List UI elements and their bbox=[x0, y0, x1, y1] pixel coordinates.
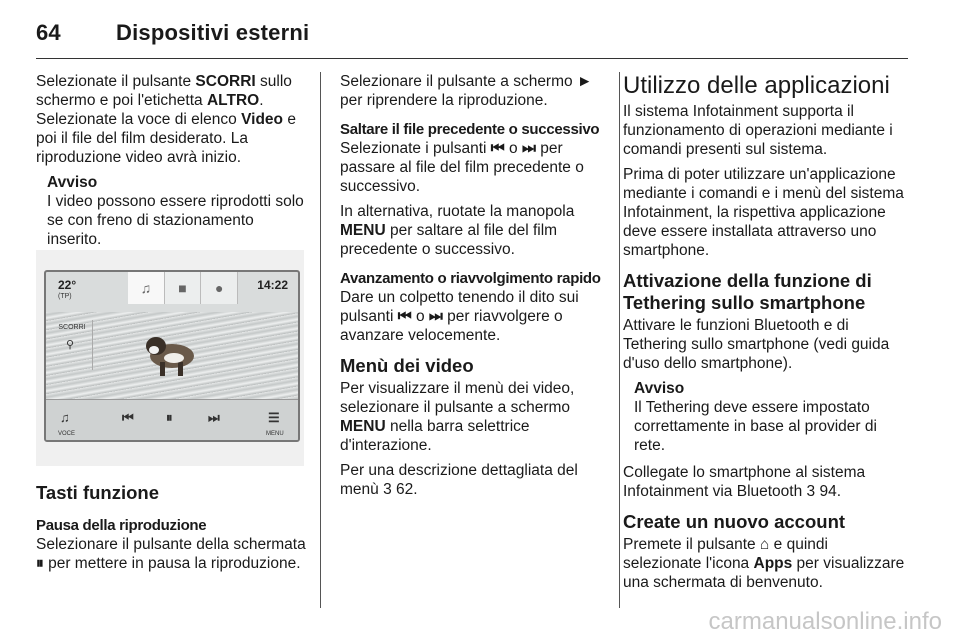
tp-indicator: (TP) bbox=[58, 293, 72, 300]
note-text: I video possono essere riprodotti solo se con freno di stazionamento inserito. bbox=[47, 193, 304, 248]
column-2 bbox=[340, 72, 606, 505]
pause-icon: ⏸ bbox=[36, 555, 44, 572]
scorri-label: SCORRI bbox=[58, 324, 86, 331]
play-icon: ► bbox=[576, 73, 593, 90]
subheading-skip: Saltare il file precedente o successivo bbox=[340, 121, 600, 138]
note-title: Avviso bbox=[634, 380, 685, 397]
prev-icon: ⏮ bbox=[490, 140, 505, 157]
header-rule bbox=[36, 58, 908, 59]
note-text: Il Tethering deve essere impostato correttamente in base al provider di rete. bbox=[634, 399, 877, 454]
source-tabs bbox=[128, 272, 238, 304]
section-title-apps: Utilizzo delle applicazioni bbox=[623, 72, 890, 99]
section-heading-new-account: Create un nuovo account bbox=[623, 511, 846, 532]
reference-icon: 3 bbox=[383, 481, 392, 498]
column-1 bbox=[36, 72, 306, 257]
clock: 14:22 bbox=[257, 278, 288, 292]
paragraph: Selezionate i pulsanti ⏮ o ⏭ per passare al file del film precedente o successivo. bbox=[340, 140, 584, 195]
paragraph: Selezionare il pulsante della schermata ⏸ per mettere in pausa la riproduzione. bbox=[36, 536, 306, 572]
paragraph: Dare un colpetto tenendo il dito sui pulsanti ⏮ o ⏭ per riavvolgere o avanzare velocemente. bbox=[340, 289, 579, 344]
section-heading-function-keys: Tasti funzione bbox=[36, 482, 159, 503]
temperature: 22° bbox=[58, 278, 77, 292]
paragraph: Selezionate il pulsante SCORRI sullo schermo e poi l'etichetta ALTRO. Selezionate la voce di elenco Video e poi il file del film desiderato. La riproduzione video avrà inizio. bbox=[36, 73, 296, 166]
page-title: Dispositivi esterni bbox=[116, 20, 310, 45]
stop-icon[interactable]: ■ bbox=[165, 272, 202, 304]
column-3 bbox=[623, 72, 908, 598]
next-icon: ⏭ bbox=[428, 308, 443, 325]
video-screen bbox=[44, 270, 300, 442]
music-icon[interactable]: ♫ bbox=[128, 272, 165, 304]
page-number: 64 bbox=[36, 20, 61, 45]
control-bar bbox=[46, 399, 298, 440]
subheading-fast-forward: Avanzamento o riavvolgimento rapido bbox=[340, 270, 601, 287]
subheading-pause: Pausa della riproduzione bbox=[36, 517, 207, 534]
note-box bbox=[634, 379, 908, 455]
paragraph: Collegate lo smartphone al sistema Infotainment via Bluetooth 3 94. bbox=[623, 464, 866, 500]
column-1-bottom bbox=[36, 516, 306, 573]
next-icon: ⏭ bbox=[521, 140, 536, 157]
section-heading-video-menu: Menù dei video bbox=[340, 355, 474, 376]
watermark: carmanualsonline.info bbox=[708, 608, 942, 635]
paragraph: Per una descrizione dettagliata del menù 3 62. bbox=[340, 462, 578, 498]
infotainment-screen-figure bbox=[36, 250, 304, 466]
column-divider bbox=[619, 72, 620, 608]
prev-icon: ⏮ bbox=[397, 308, 412, 325]
paragraph: Selezionare il pulsante a schermo ► per riprendere la riproduzione. bbox=[340, 73, 593, 109]
paragraph: Attivare le funzioni Bluetooth e di Tethering sullo smartphone (vedi guida d'uso dello smartphone). bbox=[623, 317, 890, 372]
next-icon[interactable]: ⏭ bbox=[208, 410, 220, 425]
record-icon[interactable]: ● bbox=[201, 272, 238, 304]
paragraph: Premete il pulsante ⌂ e quindi selezionate l'icona Apps per visualizzare una schermata di benvenuto. bbox=[623, 536, 905, 591]
reference-icon: 3 bbox=[806, 483, 816, 500]
paragraph: Per visualizzare il menù dei video, selezionare il pulsante a schermo MENU nella barra selettrice d'interazione. bbox=[340, 380, 575, 454]
paragraph: Il sistema Infotainment supporta il funzionamento di operazioni mediante i comandi presenti sul sistema. bbox=[623, 103, 893, 158]
search-icon: ⚲ bbox=[66, 339, 75, 351]
home-icon: ⌂ bbox=[760, 536, 770, 553]
pause-icon[interactable]: ⏸ bbox=[166, 410, 173, 425]
column-divider bbox=[320, 72, 321, 608]
page-header bbox=[36, 20, 309, 46]
menu-icon[interactable]: ☰ bbox=[268, 410, 280, 425]
voice-label: VOCE bbox=[58, 431, 76, 437]
section-heading-tethering: Attivazione della funzione di Tethering sullo smartphone bbox=[623, 270, 872, 313]
dog-image bbox=[134, 322, 204, 382]
prev-icon[interactable]: ⏮ bbox=[122, 410, 134, 425]
menu-label: MENU bbox=[266, 431, 284, 437]
note-title: Avviso bbox=[47, 174, 98, 191]
paragraph: In alternativa, ruotate la manopola MENU per saltare al file del film precedente o successivo. bbox=[340, 203, 575, 258]
paragraph: Prima di poter utilizzare un'applicazione mediante i comandi e i menù del sistema Infotainment, la rispettiva applicazione deve essere installata attraverso uno smartphone. bbox=[623, 166, 904, 259]
voice-icon[interactable]: ♫ bbox=[60, 410, 70, 425]
note-box bbox=[47, 173, 306, 249]
